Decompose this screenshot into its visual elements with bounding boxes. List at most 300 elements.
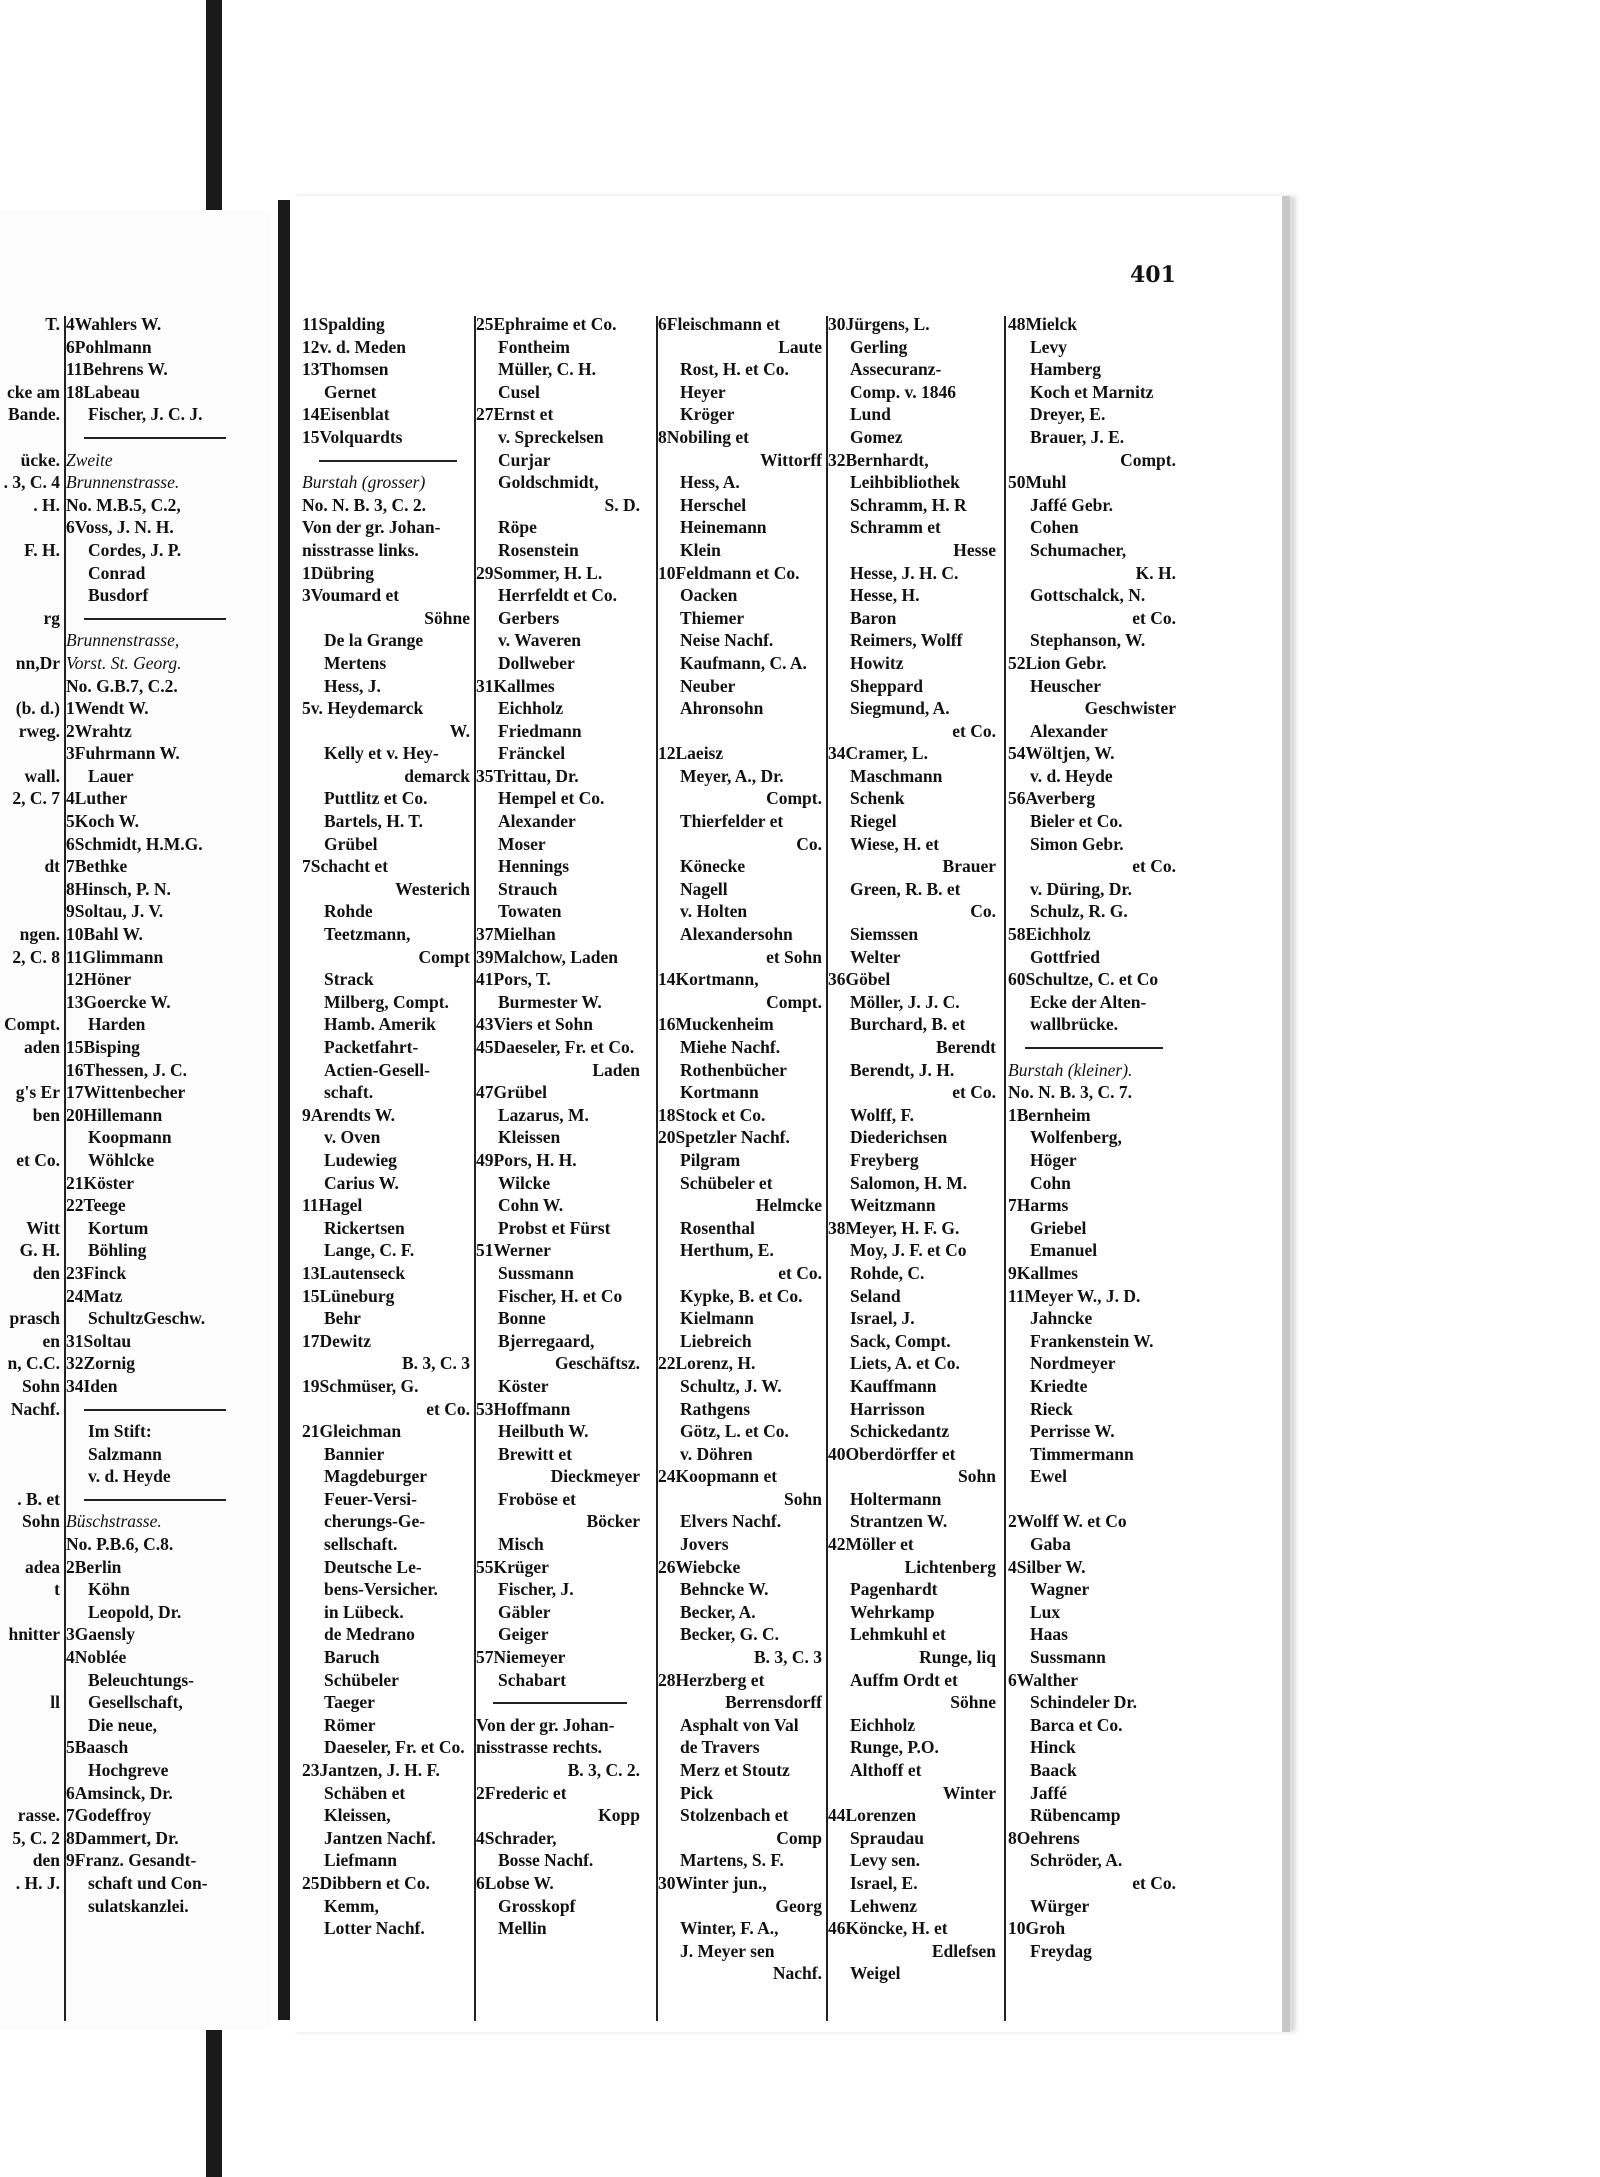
directory-line: Winter, F. A.,: [680, 1918, 779, 1939]
directory-line: 41Pors, T.: [476, 969, 551, 990]
left-fragment-line: [0, 562, 60, 585]
directory-line: 7Bethke: [66, 856, 128, 877]
left-fragment-line: [0, 1443, 60, 1466]
directory-line: de Travers: [680, 1737, 760, 1758]
directory-line: et Co.: [952, 720, 996, 741]
directory-line: 23Finck: [66, 1262, 127, 1283]
directory-line: Nordmeyer: [1030, 1353, 1116, 1374]
directory-line: Berendt, J. H.: [850, 1059, 955, 1080]
directory-line: Kortmann: [680, 1082, 759, 1103]
directory-line: Diederichsen: [850, 1127, 948, 1148]
directory-line: Co.: [796, 833, 822, 854]
directory-line: 32Zornig: [66, 1353, 136, 1374]
left-fragment-line: [0, 336, 60, 359]
directory-line: Weitzmann: [850, 1195, 936, 1216]
directory-line: Cusel: [498, 381, 540, 402]
directory-line: Köhn: [88, 1579, 130, 1600]
directory-line: Koopmann: [88, 1127, 172, 1148]
page-number: 401: [1130, 262, 1176, 288]
directory-line: Misch: [498, 1534, 544, 1555]
directory-line: 47Grübel: [476, 1082, 547, 1103]
directory-line: Salomon, H. M.: [850, 1172, 968, 1193]
directory-line: Carius W.: [324, 1172, 399, 1193]
directory-line: Sohn: [958, 1466, 996, 1487]
left-fragment-line: ngen.: [19, 924, 60, 945]
directory-line: Bartels, H. T.: [324, 811, 424, 832]
directory-line: v. Waveren: [498, 630, 581, 651]
directory-line: Bannier: [324, 1443, 385, 1464]
directory-line: Hess, A.: [680, 472, 740, 493]
directory-line: Lund: [850, 404, 891, 425]
directory-line: 21Köster: [66, 1172, 135, 1193]
directory-line: Müller, C. H.: [498, 359, 597, 380]
directory-line: Kypke, B. et Co.: [680, 1285, 803, 1306]
directory-line: Stolzenbach et: [680, 1805, 789, 1826]
left-fragment-line: Bande.: [7, 404, 60, 425]
directory-line: v. d. Heyde: [88, 1466, 171, 1487]
directory-line: Cohn W.: [498, 1195, 564, 1216]
left-fragment-line: (b. d.): [15, 698, 60, 719]
directory-line: v. Oven: [324, 1127, 381, 1148]
directory-line: 6Walther: [1008, 1669, 1078, 1690]
directory-line: 5Koch W.: [66, 811, 139, 832]
directory-line: v. Holten: [680, 901, 748, 922]
left-fragment-line: [0, 1285, 60, 1308]
left-fragment-line: rasse.: [17, 1805, 60, 1826]
directory-line: Sussmann: [498, 1262, 574, 1283]
directory-line: Freydag: [1030, 1940, 1092, 1961]
directory-line: 39Malchow, Laden: [476, 946, 618, 967]
directory-line: 30Winter jun.,: [658, 1872, 767, 1893]
directory-line: Wöhlcke: [88, 1149, 155, 1170]
directory-line: Auffm Ordt et: [850, 1669, 958, 1690]
directory-line: Möller, J. J. C.: [850, 991, 960, 1012]
directory-line: 11Meyer W., J. D.: [1008, 1285, 1141, 1306]
directory-line: 34Iden: [66, 1375, 118, 1396]
directory-line: Neuber: [680, 675, 736, 696]
left-fragment-line: [0, 1646, 60, 1669]
directory-line: 10Feldmann et Co.: [658, 562, 800, 583]
directory-line: Welter: [850, 946, 901, 967]
section-divider: [476, 1691, 644, 1714]
directory-line: Cohen: [1030, 517, 1079, 538]
directory-line: Gottfried: [1030, 946, 1100, 967]
directory-line: Laute: [778, 336, 822, 357]
directory-line: 17Wittenbecher: [66, 1082, 186, 1103]
directory-line: 11Hagel: [302, 1195, 363, 1216]
section-heading: Burstah (kleiner).: [1008, 1059, 1133, 1080]
directory-line: Griebel: [1030, 1217, 1087, 1238]
directory-line: 5Baasch: [66, 1737, 129, 1758]
left-fragment-line: adea: [25, 1556, 60, 1577]
directory-line: Teetzmann,: [324, 924, 411, 945]
directory-line: Kopp: [598, 1805, 640, 1826]
directory-line: v. Döhren: [680, 1443, 753, 1464]
directory-line: schaft.: [324, 1082, 374, 1103]
directory-line: Schramm, H. R: [850, 494, 967, 515]
directory-line: De la Grange: [324, 630, 424, 651]
directory-line: 48Mielck: [1008, 314, 1078, 334]
directory-line: Eichholz: [850, 1714, 916, 1735]
directory-line: Alexander: [498, 811, 576, 832]
directory-line: 60Schultze, C. et Co: [1008, 969, 1159, 990]
directory-line: Berendt: [936, 1037, 996, 1057]
directory-line: Co.: [970, 901, 996, 922]
directory-line: Götz, L. et Co.: [680, 1421, 789, 1442]
left-fragment-line: ücke.: [20, 449, 60, 470]
directory-line: Hinck: [1030, 1737, 1076, 1758]
left-fragment-line: [0, 1172, 60, 1195]
column-f: [1008, 313, 1180, 1962]
directory-line: Runge, P.O.: [850, 1737, 939, 1758]
directory-line: 3Gaensly: [66, 1624, 136, 1645]
directory-line: Schultz, J. W.: [680, 1375, 782, 1396]
directory-line: Towaten: [498, 901, 562, 922]
directory-line: wallbrücke.: [1030, 1014, 1118, 1035]
directory-line: Fränckel: [498, 743, 566, 764]
directory-line: 55Krüger: [476, 1556, 549, 1577]
directory-line: Grübel: [324, 833, 378, 854]
left-fragment-line: [0, 878, 60, 901]
directory-line: Sheppard: [850, 675, 923, 696]
directory-line: Timmermann: [1030, 1443, 1134, 1464]
left-fragment-line: den: [32, 1850, 60, 1871]
directory-line: 9Franz. Gesandt-: [66, 1850, 197, 1871]
directory-line: Packetfahrt-: [324, 1037, 419, 1057]
directory-line: cherungs-Ge-: [324, 1511, 426, 1532]
left-fragment-line: et Co.: [16, 1149, 60, 1170]
directory-line: No. P.B.6, C.8.: [66, 1534, 174, 1555]
left-fragment-line: Compt.: [4, 1014, 60, 1035]
directory-line: Simon Gebr.: [1030, 833, 1124, 854]
directory-line: 34Cramer, L.: [828, 743, 928, 764]
directory-line: Mellin: [498, 1918, 547, 1939]
directory-line: No. N. B. 3, C. 7.: [1008, 1082, 1132, 1103]
directory-line: B. 3, C. 3: [401, 1353, 470, 1374]
directory-line: et Co.: [1132, 607, 1176, 628]
directory-line: 17Dewitz: [302, 1330, 372, 1351]
left-fragment-line: Witt: [26, 1217, 60, 1238]
directory-line: 49Pors, H. H.: [476, 1149, 577, 1170]
section-divider: [66, 426, 244, 449]
directory-line: 58Eichholz: [1008, 924, 1091, 945]
left-fragment-line: [0, 1420, 60, 1443]
directory-line: 24Matz: [66, 1285, 123, 1306]
directory-line: et Sohn: [766, 946, 822, 967]
directory-line: Liefmann: [324, 1850, 397, 1871]
directory-line: Würger: [1030, 1895, 1090, 1916]
directory-line: nisstrasse rechts.: [476, 1737, 603, 1758]
directory-line: Gerling: [850, 336, 908, 357]
left-fragment-line: dt: [44, 856, 60, 877]
directory-line: Köster: [498, 1375, 549, 1396]
directory-line: Fontheim: [498, 336, 570, 357]
directory-line: Kauffmann: [850, 1375, 937, 1396]
directory-line: Oacken: [680, 585, 738, 606]
directory-line: Harrisson: [850, 1398, 925, 1419]
directory-line: 13Thomsen: [302, 359, 389, 380]
directory-line: 9Soltau, J. V.: [66, 901, 164, 922]
directory-line: Westerich: [395, 878, 470, 899]
directory-line: Perrisse W.: [1030, 1421, 1115, 1442]
directory-line: 8Hinsch, P. N.: [66, 878, 171, 899]
directory-line: Milberg, Compt.: [324, 991, 449, 1012]
directory-line: Behncke W.: [680, 1579, 769, 1600]
left-fragment-line: ben: [32, 1104, 60, 1125]
directory-line: Hennings: [498, 856, 569, 877]
directory-line: Gaba: [1030, 1534, 1071, 1555]
directory-line: 11Spalding: [302, 314, 385, 334]
directory-line: 10Groh: [1008, 1918, 1066, 1939]
directory-line: Thiemer: [680, 607, 745, 628]
directory-line: 12v. d. Meden: [302, 336, 407, 357]
directory-line: 8Nobiling et: [658, 426, 749, 447]
directory-line: 43Viers et Sohn: [476, 1014, 593, 1035]
directory-line: Schindeler Dr.: [1030, 1692, 1137, 1713]
directory-line: Herrfeldt et Co.: [498, 585, 618, 606]
directory-line: Hesse, H.: [850, 585, 920, 606]
directory-line: Geiger: [498, 1624, 549, 1645]
directory-line: Goldschmidt,: [498, 472, 599, 493]
directory-line: 36Göbel: [828, 969, 891, 990]
directory-line: schaft und Con-: [88, 1872, 208, 1893]
directory-line: Deutsche Le-: [324, 1556, 422, 1577]
directory-line: Brewitt et: [498, 1443, 573, 1464]
directory-line: Helmcke: [755, 1195, 822, 1216]
directory-line: Asphalt von Val: [680, 1714, 799, 1735]
directory-line: Hess, J.: [324, 675, 381, 696]
directory-line: Strantzen W.: [850, 1511, 948, 1532]
directory-line: 2Wolff W. et Co: [1008, 1511, 1127, 1532]
directory-line: [1008, 1488, 1180, 1511]
section-divider: [66, 1398, 244, 1421]
directory-line: Reimers, Wolff: [850, 630, 963, 651]
directory-line: 6Amsinck, Dr.: [66, 1782, 173, 1803]
directory-line: 28Herzberg et: [658, 1669, 765, 1690]
directory-line: Heilbuth W.: [498, 1421, 589, 1442]
directory-line: Schabart: [498, 1669, 567, 1690]
directory-line: Klein: [680, 539, 721, 560]
directory-line: Neise Nachf.: [680, 630, 774, 651]
directory-line: Kleissen: [498, 1127, 561, 1148]
directory-line: Schickedantz: [850, 1421, 950, 1442]
directory-line: Miehe Nachf.: [680, 1037, 781, 1057]
directory-line: Lehwenz: [850, 1895, 918, 1916]
directory-line: Berrensdorff: [725, 1692, 822, 1713]
directory-line: Brauer: [942, 856, 996, 877]
directory-line: Magdeburger: [324, 1466, 428, 1487]
directory-line: Actien-Gesell-: [324, 1059, 430, 1080]
left-fragment-line: [0, 584, 60, 607]
directory-line: Wolff, F.: [850, 1104, 915, 1125]
directory-line: et Co.: [778, 1262, 822, 1283]
directory-line: Pagenhardt: [850, 1579, 938, 1600]
directory-line: Lazarus, M.: [498, 1104, 589, 1125]
directory-line: Edlefsen: [931, 1940, 996, 1961]
directory-line: 16Muckenheim: [658, 1014, 774, 1035]
left-fragment-line: t: [54, 1579, 60, 1600]
directory-line: Geschäftsz.: [554, 1353, 640, 1374]
directory-line: Maschmann: [850, 765, 943, 786]
directory-line: 56Averberg: [1008, 788, 1096, 809]
directory-line: Mertens: [324, 652, 387, 673]
directory-line: Conrad: [88, 562, 146, 583]
directory-line: Brauer, J. E.: [1030, 426, 1125, 447]
directory-line: Gernet: [324, 381, 377, 402]
directory-line: 10Bahl W.: [66, 924, 143, 945]
directory-line: 53Hoffmann: [476, 1398, 571, 1419]
left-fragment-line: [0, 1126, 60, 1149]
directory-line: No. N. B. 3, C. 2.: [302, 494, 426, 515]
directory-line: Wilcke: [498, 1172, 551, 1193]
directory-line: Dollweber: [498, 652, 575, 673]
directory-line: Feuer-Versi-: [324, 1488, 417, 1509]
left-fragment-line: 2, C. 8: [12, 946, 60, 967]
directory-line: 30Jürgens, L.: [828, 314, 930, 334]
section-divider: [66, 1488, 244, 1511]
directory-line: 9Arendts W.: [302, 1104, 396, 1125]
directory-line: 26Wiebcke: [658, 1556, 741, 1577]
left-fragment-line: [0, 1669, 60, 1692]
directory-line: Harden: [88, 1014, 146, 1035]
directory-line: 15Volquardts: [302, 426, 403, 447]
directory-line: Rieck: [1030, 1398, 1073, 1419]
directory-line: sulatskanzlei.: [88, 1895, 189, 1916]
directory-line: Nachf.: [772, 1963, 822, 1984]
directory-line: Strauch: [498, 878, 558, 899]
directory-line: 46Köncke, H. et: [828, 1918, 948, 1939]
directory-line: S. D.: [604, 494, 640, 515]
directory-line: Kielmann: [680, 1308, 754, 1329]
left-fragment-line: [0, 1736, 60, 1759]
directory-line: Kröger: [680, 404, 735, 425]
directory-line: Behr: [324, 1308, 361, 1329]
directory-line: de Medrano: [324, 1624, 415, 1645]
directory-line: 31Soltau: [66, 1330, 132, 1351]
column-e: [828, 313, 1000, 1985]
left-fragment-line: Nachf.: [10, 1398, 60, 1419]
directory-line: Im Stift:: [88, 1421, 152, 1442]
directory-line: Lauer: [88, 765, 134, 786]
left-fragment-line: [0, 675, 60, 698]
directory-line: 18Stock et Co.: [658, 1104, 766, 1125]
directory-line: Römer: [324, 1714, 376, 1735]
directory-line: Moy, J. F. et Co: [850, 1240, 967, 1261]
directory-line: Seland: [850, 1285, 901, 1306]
directory-line: Lux: [1030, 1601, 1061, 1622]
directory-line: 2Wrahtz: [66, 720, 132, 741]
directory-line: 1Dübring: [302, 562, 374, 583]
directory-line: Assecuranz-: [850, 359, 942, 380]
directory-line: Jaffé Gebr.: [1030, 494, 1113, 515]
directory-line: Bosse Nachf.: [498, 1850, 594, 1871]
directory-line: Schramm et: [850, 517, 941, 538]
directory-line: Geschwister: [1084, 698, 1176, 719]
directory-line: 51Werner: [476, 1240, 551, 1261]
left-fragment-line: prasch: [9, 1308, 60, 1329]
directory-line: B. 3, C. 2.: [567, 1760, 640, 1780]
directory-line: 15Bisping: [66, 1037, 140, 1057]
directory-line: Schübeler et: [680, 1172, 773, 1193]
directory-line: 35Trittau, Dr.: [476, 765, 579, 786]
directory-line: Moser: [498, 833, 546, 854]
directory-line: Levy: [1030, 336, 1067, 357]
directory-line: SchultzGeschw.: [88, 1308, 206, 1329]
directory-line: 31Kallmes: [476, 675, 555, 696]
directory-line: Sussmann: [1030, 1647, 1106, 1668]
section-heading: Brunnenstrasse.: [66, 472, 180, 493]
directory-line: v. Düring, Dr.: [1030, 878, 1132, 899]
directory-line: Daeseler, Fr. et Co.: [324, 1737, 465, 1758]
directory-line: Von der gr. Johan-: [302, 517, 441, 538]
directory-line: Probst et Fürst: [498, 1217, 611, 1238]
left-fragment-line: g's Er: [15, 1082, 60, 1103]
directory-line: Curjar: [498, 449, 551, 470]
directory-line: Israel, E.: [850, 1872, 918, 1893]
directory-line: Froböse et: [498, 1488, 576, 1509]
section-heading: Büschstrasse.: [66, 1511, 162, 1532]
directory-line: Runge, liq: [919, 1647, 996, 1668]
directory-line: 21Gleichman: [302, 1421, 402, 1442]
directory-line: 24Koopmann et: [658, 1466, 778, 1487]
directory-line: Compt: [418, 946, 470, 967]
directory-line: Rohde: [324, 901, 373, 922]
directory-line: Taeger: [324, 1692, 375, 1713]
directory-line: Freyberg: [850, 1149, 919, 1170]
directory-line: W.: [449, 720, 470, 741]
directory-line: 14Eisenblat: [302, 404, 390, 425]
left-fragment-line: [0, 358, 60, 381]
directory-line: Rathgens: [680, 1398, 751, 1419]
left-fragment-line: [0, 968, 60, 991]
directory-line: 42Möller et: [828, 1534, 914, 1555]
directory-line: 3Fuhrmann W.: [66, 743, 180, 764]
directory-line: Lehmkuhl et: [850, 1624, 946, 1645]
directory-line: Frankenstein W.: [1030, 1330, 1154, 1351]
directory-line: Heyer: [680, 381, 726, 402]
directory-line: v. d. Heyde: [1030, 765, 1113, 786]
left-fragment-line: cke am: [7, 381, 60, 402]
directory-line: 16Thessen, J. C.: [66, 1059, 188, 1080]
directory-line: B. 3, C. 3: [753, 1647, 822, 1668]
directory-line: 29Sommer, H. L.: [476, 562, 603, 583]
left-fragment-line: ll: [50, 1692, 60, 1713]
directory-line: Schäben et: [324, 1782, 406, 1803]
left-fragment-line: [0, 629, 60, 652]
directory-line: Schenk: [850, 788, 905, 809]
directory-line: Pick: [680, 1782, 714, 1803]
directory-line: Gerbers: [498, 607, 560, 628]
directory-line: Hamb. Amerik: [324, 1014, 436, 1035]
directory-line: 20Hillemann: [66, 1104, 163, 1125]
directory-line: 20Spetzler Nachf.: [658, 1127, 790, 1148]
directory-line: Hamberg: [1030, 359, 1101, 380]
directory-line: Fischer, H. et Co: [498, 1285, 623, 1306]
directory-line: Sack, Compt.: [850, 1330, 951, 1351]
left-fragment-line: [0, 1465, 60, 1488]
left-fragment-line: [0, 900, 60, 923]
directory-line: Israel, J.: [850, 1308, 915, 1329]
directory-line: Schröder, A.: [1030, 1850, 1123, 1871]
left-fragment-line: aden: [24, 1037, 60, 1057]
directory-line: 27Ernst et: [476, 404, 554, 425]
directory-line: 44Lorenzen: [828, 1805, 917, 1826]
directory-line: v. Spreckelsen: [498, 426, 604, 447]
directory-line: 8Oehrens: [1008, 1827, 1080, 1848]
directory-line: 52Lion Gebr.: [1008, 652, 1107, 673]
directory-line: 6Fleischmann et: [658, 314, 781, 334]
left-fragment-line: 2, C. 7: [12, 788, 60, 809]
